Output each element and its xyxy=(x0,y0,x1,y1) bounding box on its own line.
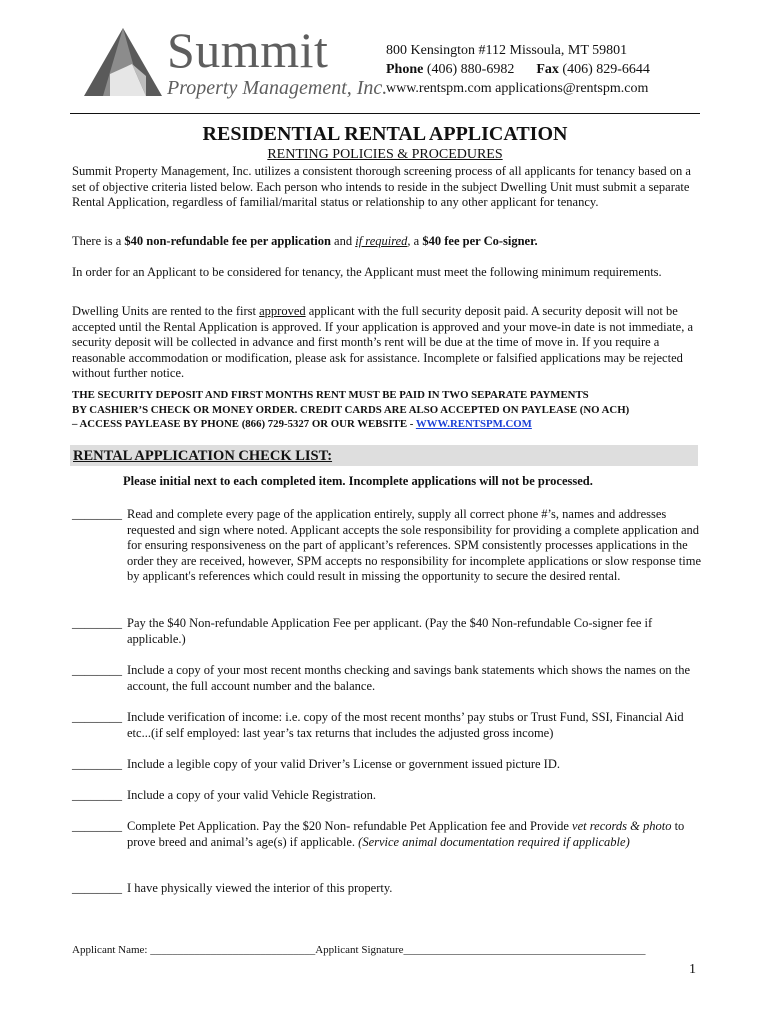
applicant-name-label: Applicant Name: xyxy=(72,944,151,956)
initial-blank[interactable]: ________ xyxy=(72,788,122,802)
fee-mid: and xyxy=(330,234,356,248)
notice-line-3-text: – ACCESS PAYLEASE BY PHONE (866) 729-5327 OR OUR WEBSITE - xyxy=(72,418,416,430)
pet-vet-records: vet records & photo xyxy=(572,819,672,833)
checklist-item-text: I have physically viewed the interior of this property. xyxy=(127,881,393,895)
initial-blank[interactable]: ________ xyxy=(72,757,122,771)
initial-blank[interactable]: ________ xyxy=(72,507,122,521)
checklist-item-text: Include verification of income: i.e. copy of the most recent months’ pay stubs or Trust Fund, SSI, Financial Aid etc...(if self employed: last year’s tax returns that includes the adjusted gross income) xyxy=(127,710,684,740)
cosigner-fee: $40 fee per Co-signer. xyxy=(422,234,538,248)
address: 800 Kensington #112 Missoula, MT 59801 xyxy=(386,43,628,58)
intro-paragraph: Summit Property Management, Inc. utilizes a consistent thorough screening process of all applicants for tenancy based on a set of objective criteria listed below. Each person who intends to reside in the subject Dwelling Unit must submit a separate Rental Application, regardless of familial/marital status or relationship to any other applicant for tenancy. xyxy=(72,164,691,210)
logo-company-name: Summit xyxy=(167,22,329,78)
criteria-paragraph: In order for an Applicant to be considered for tenancy, the Applicant must meet the following minimum requirements. xyxy=(72,265,662,279)
subtitle-text: RENTING POLICIES & PROCEDURES xyxy=(267,147,503,162)
fax-number: (406) 829-6644 xyxy=(562,62,650,77)
page-number: 1 xyxy=(689,962,696,977)
applicant-signature-label: Applicant Signature xyxy=(315,944,404,956)
fee-comma: , a xyxy=(407,234,423,248)
header-divider xyxy=(70,113,700,114)
fax-label: Fax xyxy=(536,62,559,77)
summit-logo-mountain xyxy=(80,24,166,100)
notice-line-3 xyxy=(72,417,712,432)
checklist-item-text: Include a copy of your most recent months checking and savings bank statements which shows the names on the account, the full account number and the balance. xyxy=(127,663,691,693)
checklist-item-pet-application xyxy=(72,819,702,850)
pet-mid: to prove breed and animal’s age(s) if applicable. xyxy=(127,819,685,849)
dwelling-post: applicant with the full security deposit paid. A security deposit will not be accepted until the Rental Application is approved. If your application is approved and your move-in date is not immediate, a security deposit will be collected in advance and first month’s rent will be due at the time of move in. If you require a reasonable accommodation or modification, please ask for assistance. Incomplete or falsified applications may be rejected without further notice. xyxy=(72,304,694,381)
checklist-item-text: Read and complete every page of the application entirely, supply all correct phone #’s, names and addresses requested and sign where noted. Applicant accepts the sole responsibility for providing a complete application and for ensuring responsiveness on the part of applicant’s references. SPM consistently processes applications in the order they are received, however, SPM accepts no responsibility for incomplete applications or slow response time by applicant's references which could result in missing the opportunity to secure the desired rental. xyxy=(127,507,701,584)
applicant-signature-field[interactable]: ____________________________________________ xyxy=(403,944,646,956)
checklist-item-text: Include a legible copy of your valid Driver’s License or government issued picture ID. xyxy=(127,757,560,771)
notice-line-2: BY CASHIER’S CHECK OR MONEY ORDER. CREDIT CARDS ARE ALSO ACCEPTED ON PAYLEASE (NO ACH) xyxy=(72,403,630,416)
fee-paragraph xyxy=(72,234,700,250)
checklist-item-complete-application xyxy=(72,507,702,585)
pet-service-animal-note: (Service animal documentation required if applicable) xyxy=(358,834,630,849)
checklist-item-income-verification xyxy=(72,710,702,741)
checklist-item-text: Pay the $40 Non-refundable Application Fee per applicant. (Pay the $40 Non-refundable Co-signer fee if applicable.) xyxy=(127,616,653,646)
checklist-title: RENTAL APPLICATION CHECK LIST: xyxy=(73,448,333,464)
checklist-item-vehicle-registration xyxy=(72,788,702,804)
dwelling-approved: approved xyxy=(259,304,306,318)
checklist-item-viewed-property xyxy=(72,881,702,897)
fee-if-required: if required xyxy=(355,234,408,248)
document-subtitle xyxy=(70,146,700,164)
web-email: www.rentspm.com applications@rentspm.com xyxy=(386,81,649,96)
pet-pre: Complete Pet Application. Pay the $20 Non- refundable Pet Application fee and Provide xyxy=(127,819,573,833)
initial-blank[interactable]: ________ xyxy=(72,616,122,630)
initial-blank[interactable]: ________ xyxy=(72,881,122,895)
logo-company-subtitle: Property Management, Inc. xyxy=(167,77,388,99)
checklist-item-bank-statements xyxy=(72,663,702,694)
notice-line-1: THE SECURITY DEPOSIT AND FIRST MONTHS RENT MUST BE PAID IN TWO SEPARATE PAYMENTS xyxy=(72,389,589,401)
phone-label: Phone xyxy=(386,62,424,77)
document-title: RESIDENTIAL RENTAL APPLICATION xyxy=(202,123,568,145)
checklist-item-text xyxy=(127,819,702,850)
checklist-item-text: Include a copy of your valid Vehicle Registration. xyxy=(127,788,377,802)
checklist-instruction: Please initial next to each completed item. Incomplete applications will not be processed. xyxy=(123,474,593,488)
phone-number: (406) 880-6982 xyxy=(426,62,515,77)
checklist-item-photo-id xyxy=(72,757,702,773)
fee-amount: $40 non-refundable fee per application xyxy=(124,234,331,248)
dwelling-paragraph xyxy=(72,304,700,382)
initial-blank[interactable]: ________ xyxy=(72,819,122,833)
website-link[interactable]: WWW.RENTSPM.COM xyxy=(415,418,532,430)
fee-pre: There is a xyxy=(72,234,125,248)
contact-block xyxy=(386,41,650,98)
dwelling-pre: Dwelling Units are rented to the first xyxy=(72,304,260,318)
initial-blank[interactable]: ________ xyxy=(72,663,122,677)
payment-notice xyxy=(72,388,712,432)
checklist-item-application-fee xyxy=(72,616,702,647)
phone-fax-line xyxy=(386,60,650,79)
signature-line xyxy=(72,943,646,957)
initial-blank[interactable]: ________ xyxy=(72,710,122,724)
applicant-name-field[interactable]: ______________________________ xyxy=(150,944,316,956)
